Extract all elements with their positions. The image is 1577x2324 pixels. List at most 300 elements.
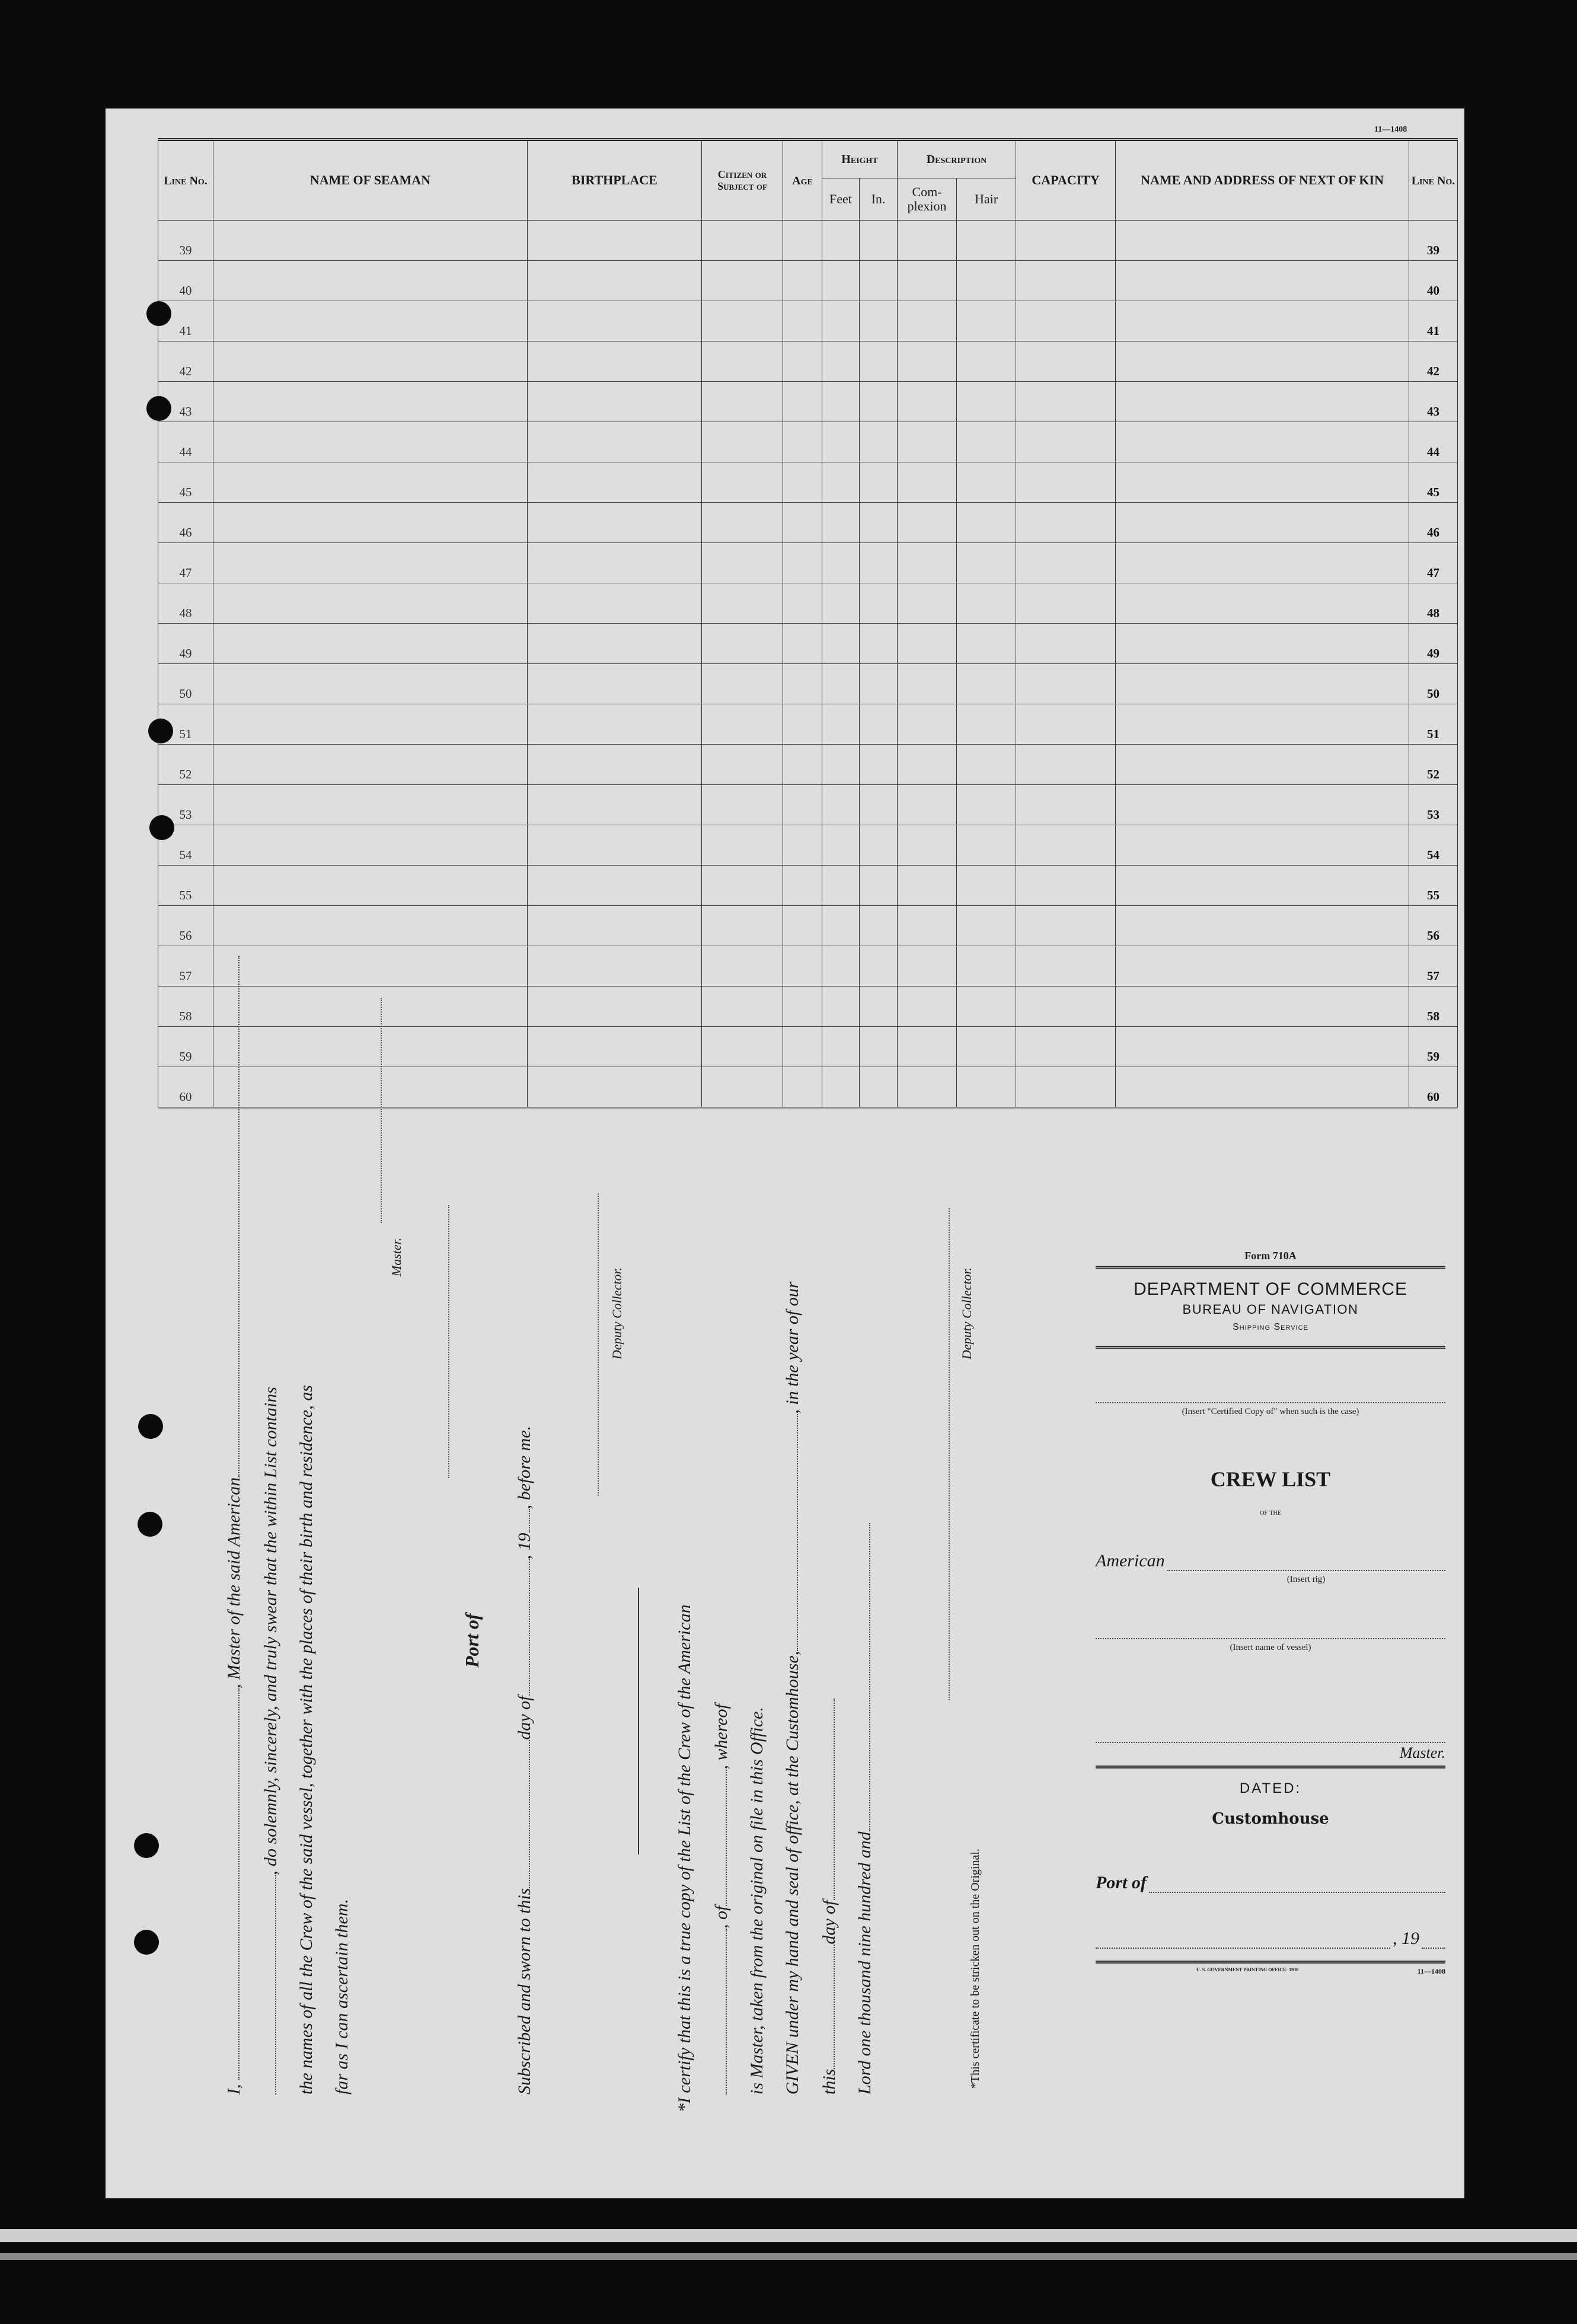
line-number-right: 50	[1409, 664, 1458, 704]
bureau-title: BUREAU OF NAVIGATION	[1182, 1302, 1359, 1317]
line-number: 55	[158, 866, 213, 906]
table-cell[interactable]	[702, 866, 783, 906]
year-dots[interactable]	[1422, 1931, 1445, 1949]
deputy-signature-line-1[interactable]	[598, 1193, 599, 1496]
table-cell[interactable]	[702, 341, 783, 382]
table-cell[interactable]	[898, 462, 957, 503]
table-cell[interactable]	[783, 785, 822, 825]
table-cell[interactable]	[528, 906, 702, 946]
table-cell[interactable]	[702, 664, 783, 704]
table-cell[interactable]	[957, 301, 1016, 341]
service-title: Shipping Service	[1233, 1322, 1308, 1332]
table-cell[interactable]	[1016, 866, 1116, 906]
table-cell[interactable]	[822, 825, 860, 866]
table-cell[interactable]	[1016, 987, 1116, 1027]
table-cell[interactable]	[213, 704, 528, 745]
table-cell[interactable]	[898, 987, 957, 1027]
table-cell[interactable]	[213, 583, 528, 624]
rig-field[interactable]	[1096, 1551, 1445, 1571]
table-cell[interactable]	[957, 906, 1016, 946]
oath-line-4: far as I can ascertain them.	[332, 1899, 352, 2095]
table-cell[interactable]	[783, 301, 822, 341]
table-cell[interactable]	[528, 866, 702, 906]
table-cell[interactable]	[898, 906, 957, 946]
table-cell[interactable]	[860, 462, 898, 503]
table-cell[interactable]	[783, 341, 822, 382]
table-cell[interactable]	[1016, 704, 1116, 745]
table-cell[interactable]	[1016, 341, 1116, 382]
header-capacity: CAPACITY	[1016, 140, 1116, 221]
table-cell[interactable]	[783, 1067, 822, 1109]
table-cell[interactable]	[1016, 261, 1116, 301]
cert-customhouse-blank[interactable]	[797, 1414, 798, 1651]
table-cell[interactable]	[957, 825, 1016, 866]
punch-hole	[138, 1414, 163, 1439]
form-page	[106, 108, 1464, 2198]
table-cell[interactable]	[702, 624, 783, 664]
table-cell[interactable]	[213, 221, 528, 261]
table-cell[interactable]	[860, 1027, 898, 1067]
vessel-name-field[interactable]	[1096, 1620, 1445, 1639]
vessel-name-blank[interactable]	[238, 956, 240, 1477]
table-cell[interactable]	[783, 382, 822, 422]
table-cell[interactable]	[1016, 422, 1116, 462]
table-cell[interactable]	[528, 422, 702, 462]
line-number: 45	[158, 462, 213, 503]
table-cell[interactable]	[783, 946, 822, 987]
table-cell[interactable]	[1116, 785, 1409, 825]
table-cell[interactable]	[898, 583, 957, 624]
table-cell[interactable]	[957, 1067, 1016, 1109]
table-cell[interactable]	[957, 341, 1016, 382]
table-cell[interactable]	[898, 422, 957, 462]
table-cell[interactable]	[213, 422, 528, 462]
punch-hole	[146, 301, 171, 326]
table-cell[interactable]	[702, 704, 783, 745]
date-field[interactable]	[1096, 1929, 1445, 1949]
certificate-line-2	[711, 1704, 732, 2095]
table-cell[interactable]	[822, 1027, 860, 1067]
table-cell[interactable]	[783, 422, 822, 462]
table-cell[interactable]	[213, 341, 528, 382]
table-cell[interactable]	[1116, 301, 1409, 341]
table-cell[interactable]	[898, 624, 957, 664]
table-cell[interactable]	[213, 1027, 528, 1067]
port-field[interactable]	[1096, 1873, 1445, 1893]
table-cell[interactable]	[1116, 704, 1409, 745]
cert-year-blank[interactable]	[869, 1523, 870, 1831]
master-signature-label: Master.	[389, 1237, 404, 1276]
table-cell[interactable]	[822, 341, 860, 382]
table-cell[interactable]	[898, 341, 957, 382]
table-cell[interactable]	[898, 946, 957, 987]
table-cell[interactable]	[1016, 382, 1116, 422]
separator-rule	[638, 1588, 639, 1854]
rig-dots[interactable]	[1167, 1553, 1445, 1571]
table-cell[interactable]	[822, 946, 860, 987]
table-cell[interactable]	[860, 745, 898, 785]
panel-top-rule	[1096, 1266, 1445, 1269]
table-cell[interactable]	[860, 624, 898, 664]
table-cell[interactable]	[213, 906, 528, 946]
table-cell[interactable]	[702, 503, 783, 543]
table-cell[interactable]	[1016, 785, 1116, 825]
table-cell[interactable]	[528, 261, 702, 301]
table-cell[interactable]	[213, 745, 528, 785]
master-name-field[interactable]	[1096, 1724, 1445, 1743]
table-cell[interactable]	[860, 1067, 898, 1109]
table-cell[interactable]	[213, 785, 528, 825]
table-cell[interactable]	[528, 503, 702, 543]
table-cell[interactable]	[822, 745, 860, 785]
table-cell[interactable]	[898, 301, 957, 341]
table-cell[interactable]	[1016, 825, 1116, 866]
table-cell[interactable]	[898, 704, 957, 745]
table-cell[interactable]	[1116, 422, 1409, 462]
table-cell[interactable]	[528, 462, 702, 503]
table-cell[interactable]	[213, 664, 528, 704]
table-cell[interactable]	[783, 906, 822, 946]
gpo-imprint	[1096, 1967, 1445, 1976]
table-cell[interactable]	[528, 946, 702, 987]
table-cell[interactable]	[822, 1067, 860, 1109]
table-row	[158, 906, 1458, 946]
table-cell[interactable]	[1116, 866, 1409, 906]
table-cell[interactable]	[860, 825, 898, 866]
rig-caption: (Insert rig)	[1286, 1575, 1326, 1584]
table-cell[interactable]	[822, 543, 860, 583]
table-cell[interactable]	[860, 503, 898, 543]
certified-copy-caption: (Insert "Certified Copy of" when such is the case)	[1182, 1407, 1359, 1416]
table-cell[interactable]	[1016, 906, 1116, 946]
punch-hole	[146, 396, 171, 421]
table-cell[interactable]	[702, 583, 783, 624]
table-cell[interactable]	[860, 946, 898, 987]
table-cell[interactable]	[822, 785, 860, 825]
table-cell[interactable]	[783, 664, 822, 704]
table-cell[interactable]	[822, 866, 860, 906]
table-cell[interactable]	[1016, 1027, 1116, 1067]
date-dots[interactable]	[1096, 1931, 1390, 1949]
table-cell[interactable]	[702, 261, 783, 301]
table-cell[interactable]	[783, 866, 822, 906]
table-cell[interactable]	[213, 503, 528, 543]
line-number-right: 60	[1409, 1067, 1458, 1109]
table-cell[interactable]	[213, 987, 528, 1027]
port-dots[interactable]	[1149, 1875, 1445, 1893]
table-cell[interactable]	[1116, 583, 1409, 624]
table-cell[interactable]	[1016, 583, 1116, 624]
table-cell[interactable]	[783, 543, 822, 583]
table-cell[interactable]	[1116, 664, 1409, 704]
scan-edge-strip-2	[0, 2253, 1577, 2260]
table-cell[interactable]	[783, 503, 822, 543]
line-number-right: 54	[1409, 825, 1458, 866]
cert-month-blank[interactable]	[834, 1699, 835, 1900]
table-cell[interactable]	[702, 946, 783, 987]
table-cell[interactable]	[1016, 462, 1116, 503]
table-cell[interactable]	[702, 1067, 783, 1109]
table-cell[interactable]	[702, 301, 783, 341]
table-cell[interactable]	[1016, 1067, 1116, 1109]
table-cell[interactable]	[822, 624, 860, 664]
table-cell[interactable]	[957, 704, 1016, 745]
oath-i: I,	[224, 2084, 244, 2095]
sworn-year-blank[interactable]	[529, 1509, 530, 1533]
year-label: , 19	[1393, 1929, 1419, 1948]
table-cell[interactable]	[528, 745, 702, 785]
table-cell[interactable]	[1116, 745, 1409, 785]
table-cell[interactable]	[213, 261, 528, 301]
table-cell[interactable]	[702, 745, 783, 785]
table-cell[interactable]	[1016, 543, 1116, 583]
table-cell[interactable]	[528, 1027, 702, 1067]
port-blank[interactable]	[448, 1205, 449, 1478]
table-cell[interactable]	[213, 1067, 528, 1109]
table-cell[interactable]	[898, 382, 957, 422]
table-cell[interactable]	[702, 785, 783, 825]
table-cell[interactable]	[860, 704, 898, 745]
sworn-month-blank[interactable]	[529, 1559, 530, 1696]
certified-copy-field[interactable]	[1096, 1384, 1445, 1403]
crew-list-title: CREW LIST	[1210, 1467, 1331, 1491]
table-cell[interactable]	[898, 503, 957, 543]
table-cell[interactable]	[860, 422, 898, 462]
table-cell[interactable]	[957, 946, 1016, 987]
deputy-collector-label-2: Deputy Collector.	[959, 1267, 974, 1359]
table-row	[158, 503, 1458, 543]
table-cell[interactable]	[528, 382, 702, 422]
table-cell[interactable]	[783, 221, 822, 261]
table-cell[interactable]	[957, 221, 1016, 261]
deputy-signature-line-2[interactable]	[949, 1208, 950, 1700]
table-cell[interactable]	[702, 825, 783, 866]
cert-given: GIVEN under my hand and seal of office, at the Customhouse,	[783, 1651, 802, 2095]
table-cell[interactable]	[702, 221, 783, 261]
table-cell[interactable]	[898, 866, 957, 906]
table-cell[interactable]	[528, 624, 702, 664]
table-cell[interactable]	[860, 301, 898, 341]
master-signature-line[interactable]	[381, 998, 382, 1223]
table-cell[interactable]	[860, 785, 898, 825]
table-cell[interactable]	[702, 987, 783, 1027]
table-cell[interactable]	[528, 987, 702, 1027]
table-cell[interactable]	[1116, 341, 1409, 382]
table-cell[interactable]	[1116, 624, 1409, 664]
line-number-right: 48	[1409, 583, 1458, 624]
table-cell[interactable]	[783, 261, 822, 301]
master-name-blank[interactable]	[238, 1688, 240, 2080]
table-cell[interactable]	[1016, 664, 1116, 704]
table-cell[interactable]	[957, 1027, 1016, 1067]
table-cell[interactable]	[898, 664, 957, 704]
table-cell[interactable]	[957, 543, 1016, 583]
table-cell[interactable]	[1116, 382, 1409, 422]
table-cell[interactable]	[898, 543, 957, 583]
table-cell[interactable]	[528, 704, 702, 745]
table-cell[interactable]	[822, 503, 860, 543]
sworn-day-blank[interactable]	[529, 1740, 530, 1888]
cert-day-blank[interactable]	[834, 1945, 835, 2069]
table-cell[interactable]	[957, 745, 1016, 785]
line-number: 42	[158, 341, 213, 382]
vessel-blank-2[interactable]	[275, 1875, 276, 2095]
table-cell[interactable]	[1016, 624, 1116, 664]
table-cell[interactable]	[1016, 745, 1116, 785]
line-number-right: 56	[1409, 906, 1458, 946]
cert-lord-text: Lord one thousand nine hundred and	[855, 1831, 874, 2095]
line-number: 54	[158, 825, 213, 866]
table-cell[interactable]	[860, 987, 898, 1027]
table-cell[interactable]	[213, 382, 528, 422]
table-cell[interactable]	[822, 664, 860, 704]
table-cell[interactable]	[860, 261, 898, 301]
table-cell[interactable]	[213, 301, 528, 341]
sworn-before-me: , before me.	[515, 1425, 534, 1509]
table-cell[interactable]	[1116, 987, 1409, 1027]
table-cell[interactable]	[702, 462, 783, 503]
certificate-line-1: *I certify that this is a true copy of the List of the Crew of the American	[675, 1604, 694, 2112]
table-cell[interactable]	[783, 583, 822, 624]
table-cell[interactable]	[213, 624, 528, 664]
table-cell[interactable]	[702, 543, 783, 583]
table-cell[interactable]	[822, 462, 860, 503]
table-cell[interactable]	[783, 987, 822, 1027]
cert-whereof: , whereof	[711, 1704, 731, 1770]
table-cell[interactable]	[528, 301, 702, 341]
table-cell[interactable]	[822, 261, 860, 301]
table-cell[interactable]	[860, 866, 898, 906]
table-cell[interactable]	[213, 462, 528, 503]
line-number: 51	[158, 704, 213, 745]
deputy-collector-label-1: Deputy Collector.	[609, 1267, 624, 1359]
table-row	[158, 1067, 1458, 1109]
table-cell[interactable]	[528, 825, 702, 866]
table-cell[interactable]	[957, 664, 1016, 704]
table-cell[interactable]	[528, 1067, 702, 1109]
table-cell[interactable]	[957, 624, 1016, 664]
table-cell[interactable]	[860, 583, 898, 624]
table-cell[interactable]	[1016, 301, 1116, 341]
table-row	[158, 946, 1458, 987]
line-number: 39	[158, 221, 213, 261]
table-cell[interactable]	[213, 825, 528, 866]
table-cell[interactable]	[860, 543, 898, 583]
table-cell[interactable]	[957, 422, 1016, 462]
table-cell[interactable]	[783, 1027, 822, 1067]
table-cell[interactable]	[702, 422, 783, 462]
table-cell[interactable]	[822, 987, 860, 1027]
table-cell[interactable]	[822, 583, 860, 624]
table-cell[interactable]	[822, 221, 860, 261]
table-cell[interactable]	[822, 422, 860, 462]
department-title: DEPARTMENT OF COMMERCE	[1133, 1279, 1408, 1299]
table-cell[interactable]	[528, 221, 702, 261]
table-cell[interactable]	[957, 987, 1016, 1027]
panel-rule-3	[1096, 1766, 1445, 1768]
table-cell[interactable]	[1116, 261, 1409, 301]
table-cell[interactable]	[528, 543, 702, 583]
table-cell[interactable]	[213, 866, 528, 906]
cert-port-blank[interactable]	[726, 1770, 727, 1906]
line-number-right: 59	[1409, 1027, 1458, 1067]
table-cell[interactable]	[957, 503, 1016, 543]
table-cell[interactable]	[1116, 543, 1409, 583]
master-label-row	[1096, 1744, 1445, 1762]
table-cell[interactable]	[783, 462, 822, 503]
table-cell[interactable]	[822, 906, 860, 946]
table-cell[interactable]	[860, 341, 898, 382]
table-cell[interactable]	[860, 382, 898, 422]
table-cell[interactable]	[1016, 503, 1116, 543]
gpo-text: U. S. GOVERNMENT PRINTING OFFICE: 1930	[1196, 1967, 1299, 1972]
table-cell[interactable]	[1116, 503, 1409, 543]
table-cell[interactable]	[1116, 825, 1409, 866]
table-cell[interactable]	[213, 946, 528, 987]
table-cell[interactable]	[822, 382, 860, 422]
table-cell[interactable]	[1116, 946, 1409, 987]
table-cell[interactable]	[860, 221, 898, 261]
table-cell[interactable]	[957, 583, 1016, 624]
table-cell[interactable]	[1116, 221, 1409, 261]
table-cell[interactable]	[1116, 1067, 1409, 1109]
table-cell[interactable]	[822, 301, 860, 341]
table-cell[interactable]	[860, 906, 898, 946]
table-cell[interactable]	[1116, 462, 1409, 503]
table-row	[158, 382, 1458, 422]
table-cell[interactable]	[957, 462, 1016, 503]
oath-master-of: , Master of the said American	[224, 1477, 244, 1688]
table-cell[interactable]	[702, 382, 783, 422]
table-cell[interactable]	[213, 543, 528, 583]
cert-vessel-blank[interactable]	[726, 1929, 727, 2095]
table-cell[interactable]	[528, 341, 702, 382]
table-cell[interactable]	[860, 664, 898, 704]
table-cell[interactable]	[898, 1067, 957, 1109]
table-cell[interactable]	[1016, 946, 1116, 987]
table-cell[interactable]	[957, 866, 1016, 906]
table-cell[interactable]	[898, 825, 957, 866]
table-cell[interactable]	[783, 704, 822, 745]
table-cell[interactable]	[783, 745, 822, 785]
table-cell[interactable]	[783, 825, 822, 866]
table-cell[interactable]	[898, 1027, 957, 1067]
table-cell[interactable]	[783, 624, 822, 664]
table-cell[interactable]	[528, 664, 702, 704]
table-cell[interactable]	[898, 785, 957, 825]
panel-rule-2	[1096, 1346, 1445, 1349]
table-cell[interactable]	[702, 1027, 783, 1067]
table-cell[interactable]	[702, 906, 783, 946]
oath-swear-text: , do solemnly, sincerely, and truly swear that the within List contains	[261, 1387, 280, 1875]
table-cell[interactable]	[1016, 221, 1116, 261]
form-number-top: 11—1408	[1374, 125, 1407, 134]
table-cell[interactable]	[898, 261, 957, 301]
table-row	[158, 543, 1458, 583]
table-cell[interactable]	[898, 745, 957, 785]
table-cell[interactable]	[822, 704, 860, 745]
header-complexion: Com- plexion	[898, 178, 957, 221]
table-cell[interactable]	[957, 785, 1016, 825]
line-number: 43	[158, 382, 213, 422]
table-cell[interactable]	[528, 583, 702, 624]
table-cell[interactable]	[1116, 1027, 1409, 1067]
table-cell[interactable]	[898, 221, 957, 261]
table-cell[interactable]	[957, 382, 1016, 422]
table-cell[interactable]	[1116, 906, 1409, 946]
table-cell[interactable]	[957, 261, 1016, 301]
table-cell[interactable]	[528, 785, 702, 825]
